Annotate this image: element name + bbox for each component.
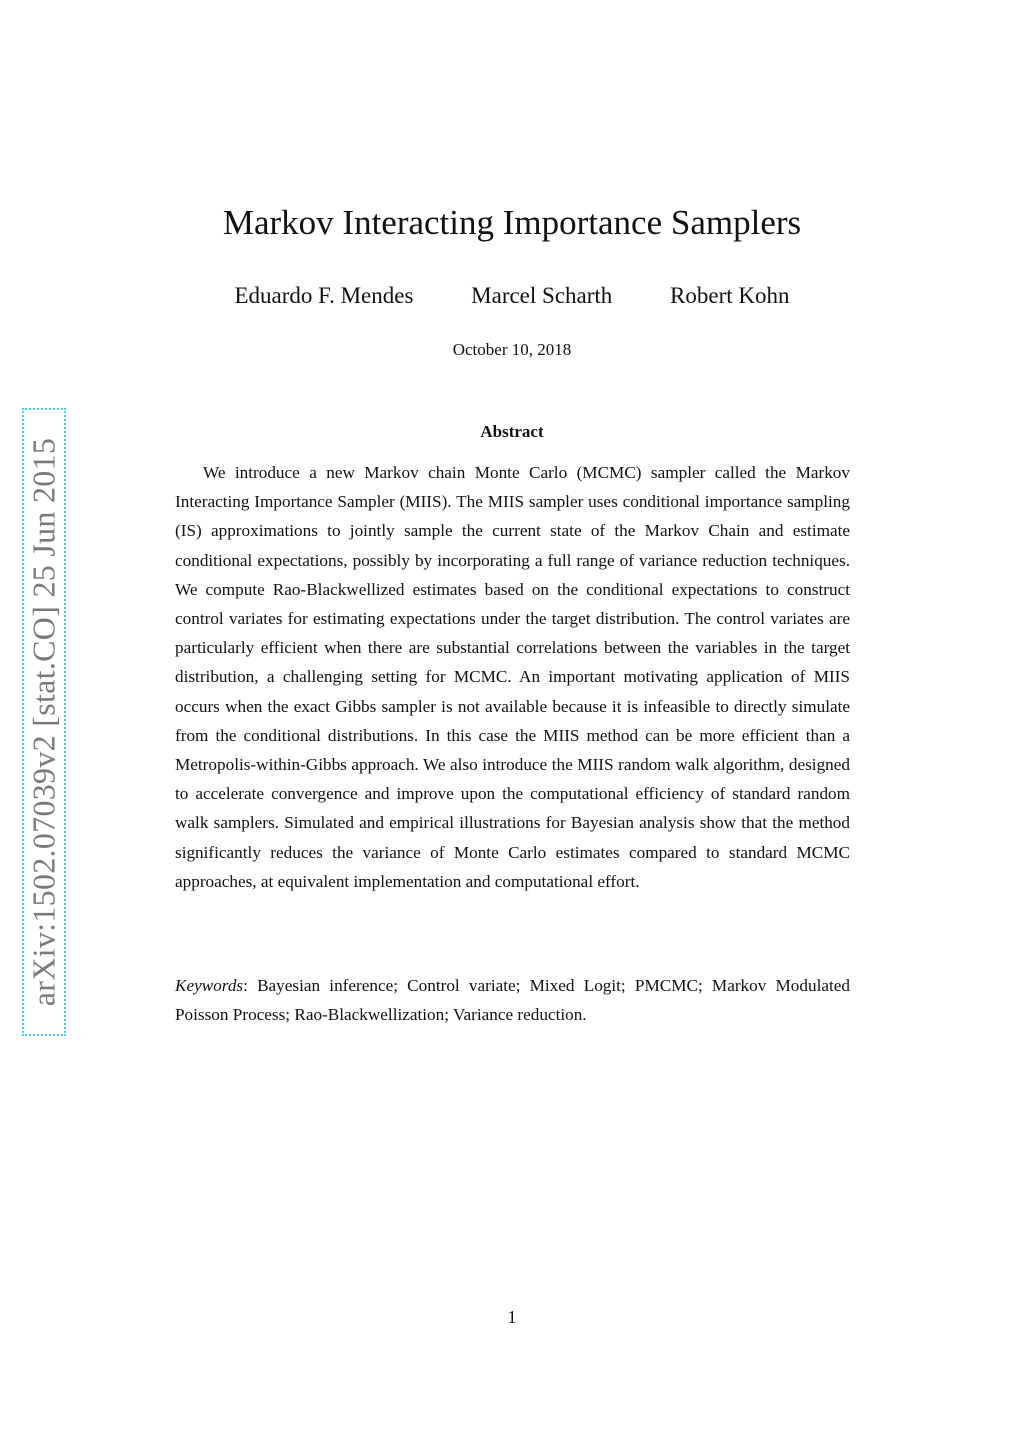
arxiv-identifier-stamp[interactable] — [22, 408, 66, 1036]
author-name: Eduardo F. Mendes — [234, 283, 414, 308]
arxiv-identifier-text: arXiv:1502.07039v2 [stat.CO] 25 Jun 2015 — [25, 437, 62, 1007]
abstract-body: We introduce a new Markov chain Monte Carlo (MCMC) sampler called the Markov Interacting Importance Sampler (MIIS). The MIIS sampler uses conditional importance sampling (IS) approximations to jointly sample the current state of the Markov Chain and estimate conditional expectations, possibly by incorporating a full range of variance reduction techniques. We compute Rao-Blackwellized estimates based on the conditional expectations to construct control variates for estimating expectations under the target distribution. The control variates are particularly efficient when there are substantial correlations between the variables in the target distribution, a challenging setting for MCMC. An important motivating application of MIIS occurs when the exact Gibbs sampler is not available because it is infeasible to directly simulate from the conditional distributions. In this case the MIIS method can be more efficient than a Metropolis-within-Gibbs approach. We also introduce the MIIS random walk algorithm, designed to accelerate convergence and improve upon the computational efficiency of standard random walk samplers. Simulated and empirical illustrations for Bayesian analysis show that the method significantly reduces the variance of Monte Carlo estimates compared to standard MCMC approaches, at equivalent implementation and computational effort. — [175, 463, 850, 891]
author-list — [0, 283, 1024, 309]
keywords-label: Keywords — [175, 976, 244, 995]
paper-date: October 10, 2018 — [452, 340, 572, 359]
paper-title: Markov Interacting Importance Samplers — [222, 203, 802, 242]
abstract-heading: Abstract — [480, 422, 544, 441]
author-name: Robert Kohn — [670, 283, 790, 308]
keywords-paragraph — [175, 971, 850, 1029]
keywords-list: : Bayesian inference; Control variate; Mixed Logit; PMCMC; Markov Modulated Poisson Process; Rao-Blackwellization; Variance reduction. — [175, 976, 850, 1025]
author-name: Marcel Scharth — [471, 283, 613, 308]
page-number: 1 — [507, 1307, 517, 1327]
